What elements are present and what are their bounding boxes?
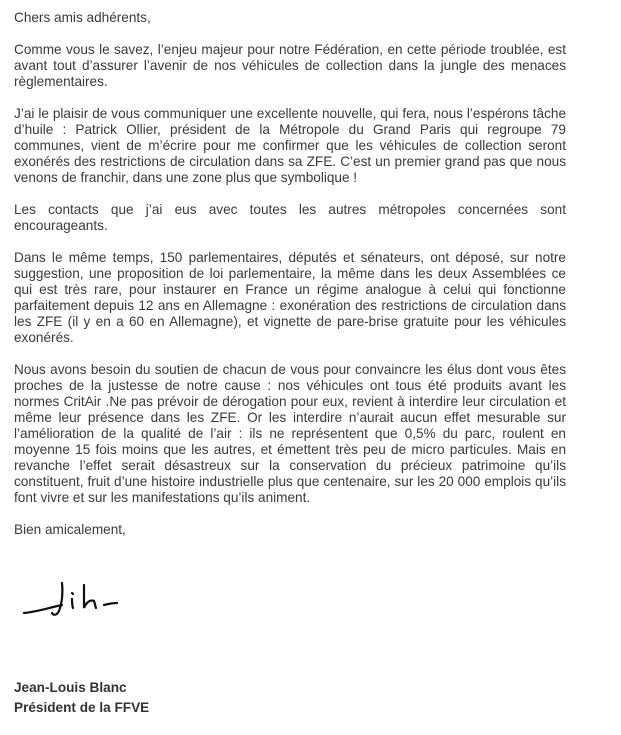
paragraph-support: Nous avons besoin du soutien de chacun de vous pour convaincre les élus dont vous êtes proches de la justesse de notre cause : nos véhicules ont tous été produits avant les normes CritAir .Ne pas prévoir de dérogation pour eux, revient à interdire leur circulation et même leur présence dans les ZFE. Or les interdire n’aurait aucun effet mesurable sur l’amélioration de la qualité de l’air : ils ne représentent que 0,5% du parc, roulent en moyenne 15 fois moins que les autres, et émettent très peu de micro particules. Mais en revanche l’effet serait désastreux sur la conservation du précieux patrimoine qu’ils constituent, fruit d’une histoire industrielle plus que centenaire, sur les 20 000 emplois qu’ils font vivre et sur les manifestations qu’ils animent. [14, 362, 566, 505]
paragraph-parliament: Dans le même temps, 150 parlementaires, députés et sénateurs, ont déposé, sur notre suggestion, une proposition de loi parlementaire, la même dans les deux Assemblées ce qui est très rare, pour instaurer en France un régime analogue à celui qui fonctionne parfaitement depuis 12 ans en Allemagne : exonération des restrictions de circulation dans les ZFE (il y en a 60 en Allemagne), et vignette de pare-brise gratuite pour les véhicules exonérés. [14, 250, 566, 345]
signatory-name: Jean-Louis Blanc [14, 680, 127, 695]
signatory-block [14, 678, 149, 718]
signature-icon [18, 575, 138, 625]
handwritten-signature [18, 575, 138, 625]
closing: Bien amicalement, [14, 522, 126, 537]
letter-body [14, 10, 566, 538]
paragraph-contacts: Les contacts que j’ai eus avec toutes les autres métropoles concernées sont encourageants. [14, 202, 566, 233]
paragraph-news: J’ai le plaisir de vous communiquer une excellente nouvelle, qui fera, nous l’espérons tâche d’huile : Patrick Ollier, président de la Métropole du Grand Paris qui regroupe 79 communes, vient de m’écrire pour me confirmer que les véhicules de collection seront exonérés des restrictions de circulation dans sa ZFE. C’est un premier grand pas que nous venons de franchir, dans une zone plus que symbolique ! [14, 106, 566, 185]
paragraph-intro: Comme vous le savez, l’enjeu majeur pour notre Fédération, en cette période troublée, est avant tout d’assurer l’avenir de nos véhicules de collection dans la jungle des menaces règlementaires. [14, 42, 566, 89]
signatory-title: Président de la FFVE [14, 700, 150, 715]
salutation: Chers amis adhérents, [14, 10, 151, 25]
